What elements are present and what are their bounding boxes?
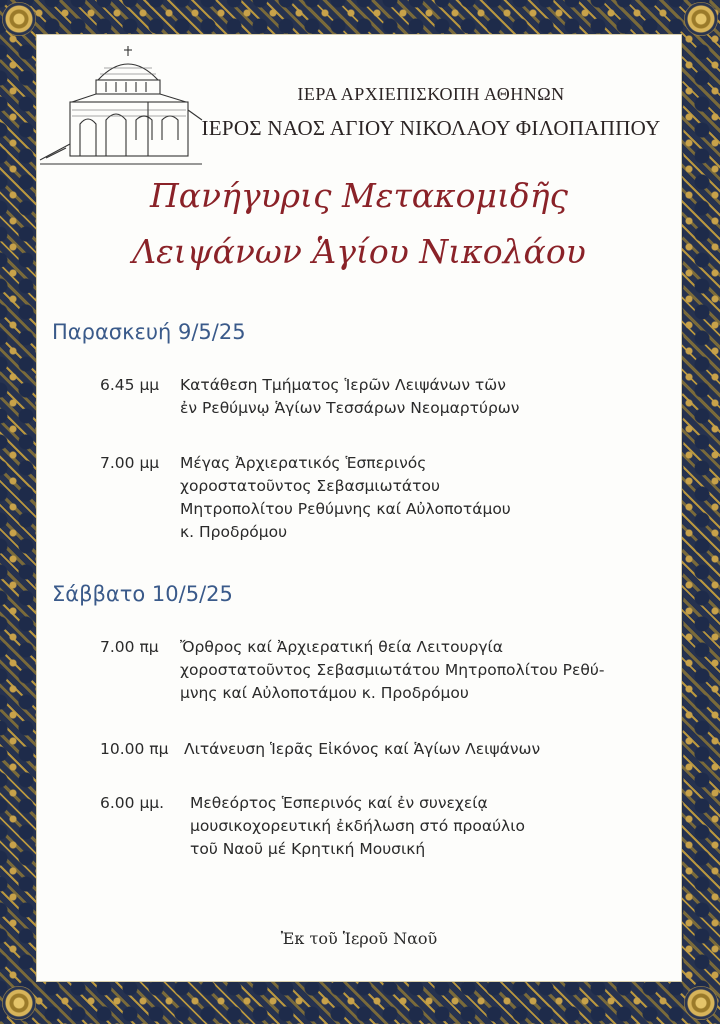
event-time: 7.00 πμ <box>100 638 159 656</box>
event-time: 6.00 μμ. <box>100 794 165 812</box>
page-title-line-2: Λειψάνων Ἁγίου Νικολάου <box>132 232 586 271</box>
event-text-line: Ὄρθρος καί Ἀρχιερατική θεία Λειτουργία <box>180 638 504 656</box>
church-drawing-icon <box>36 40 206 168</box>
event-text-line: Κατάθεση Τμήματος Ἱερῶν Λειψάνων τῶν <box>180 376 506 394</box>
church-name-heading: ΙΕΡΟΣ ΝΑΟΣ ΑΓΙΟΥ ΝΙΚΟΛΑΟΥ ΦΙΛΟΠΑΠΠΟΥ <box>201 116 661 140</box>
event-text-line: Μέγας Ἀρχιερατικός Ἑσπερινός <box>180 454 427 472</box>
corner-ornament <box>684 2 718 36</box>
event-time: 7.00 μμ <box>100 454 160 472</box>
event-text-line: τοῦ Ναοῦ μέ Κρητική Μουσική <box>190 840 426 858</box>
event-time: 6.45 μμ <box>100 376 160 394</box>
corner-ornament <box>2 2 36 36</box>
event-text-line: χοροστατοῦντος Σεβασμιωτάτου <box>180 477 440 495</box>
corner-ornament <box>684 986 718 1020</box>
event-text-line: Λιτάνευση Ἱερᾶς Εἰκόνος καί Ἁγίων Λειψάνων <box>184 740 541 758</box>
signature-line: Ἐκ τοῦ Ἱεροῦ Ναοῦ <box>280 929 438 948</box>
event-text-line: μνης καί Αὐλοποτάμου κ. Προδρόμου <box>180 684 469 702</box>
event-text-line: Μητροπολίτου Ρεθύμνης καί Αὐλοποτάμου <box>180 500 511 518</box>
day-heading-saturday: Σάββατο 10/5/25 <box>52 582 233 606</box>
event-text-line: χοροστατοῦντος Σεβασμιωτάτου Μητροπολίτου Ρεθύ- <box>180 661 605 679</box>
event-text-line: ἐν Ρεθύμνῳ Ἁγίων Τεσσάρων Νεομαρτύρων <box>180 399 520 417</box>
event-text-line: Μεθεόρτος Ἑσπερινός καί ἐν συνεχείᾳ <box>190 794 488 812</box>
corner-ornament <box>2 986 36 1020</box>
archdiocese-heading: ΙΕΡΑ ΑΡΧΙΕΠΙΣΚΟΠΗ ΑΘΗΝΩΝ <box>297 84 565 104</box>
event-text-line: μουσικοχορευτική ἐκδήλωση στό προαύλιο <box>190 817 525 835</box>
page-title-line-1: Πανήγυρις Μετακομιδῆς <box>149 176 569 215</box>
day-heading-friday: Παρασκευή 9/5/25 <box>52 320 246 344</box>
event-text-line: κ. Προδρόμου <box>180 523 288 541</box>
event-time: 10.00 πμ <box>100 740 169 758</box>
document-page <box>36 34 682 982</box>
